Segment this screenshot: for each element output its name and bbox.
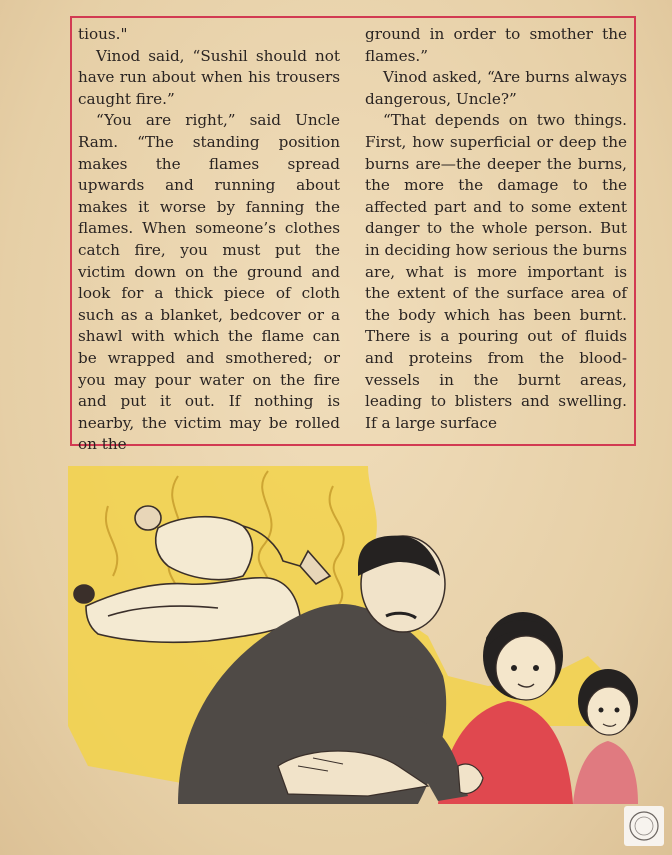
story-text-box: [70, 16, 636, 454]
paragraph: “That depends on two things. First, how superficial or deep the burns are—the deeper the burns, the more the damage to the affected part and to some extent danger to the whole person. But in deciding how serious the burns are, what is more important is the extent of the surface area of the body which has been burnt. There is a pouring out of fluids and proteins from the blood-vessels in the burnt areas, leading to blisters and swelling. If a large surface: [365, 111, 627, 432]
library-stamp: [624, 806, 664, 846]
paragraph: Vinod asked, “Are burns always dangerous, Uncle?”: [365, 68, 627, 108]
story-illustration: [68, 466, 638, 804]
right-column: [365, 24, 627, 434]
paragraph: “You are right,” said Uncle Ram. “The standing position makes the flames spread upwards and running about makes it worse by fanning the flames. When someone’s clothes catch fire, you must put the victim down on the ground and look for a thick piece of cloth such as a blanket, bedcover or a shawl with which the flame can be wrapped and smothered; or you may pour water on the fire and put it out. If nothing is nearby, the victim may be rolled on the: [78, 111, 340, 454]
paragraph: ground in order to smother the flames.”: [365, 25, 627, 65]
paragraph: Vinod said, “Sushil should not have run about when his trousers caught fire.”: [78, 46, 340, 108]
small-boy-figure: [573, 669, 638, 804]
paragraph: tious.": [78, 25, 128, 43]
stamp-icon: [624, 806, 664, 846]
left-column: [78, 24, 340, 456]
